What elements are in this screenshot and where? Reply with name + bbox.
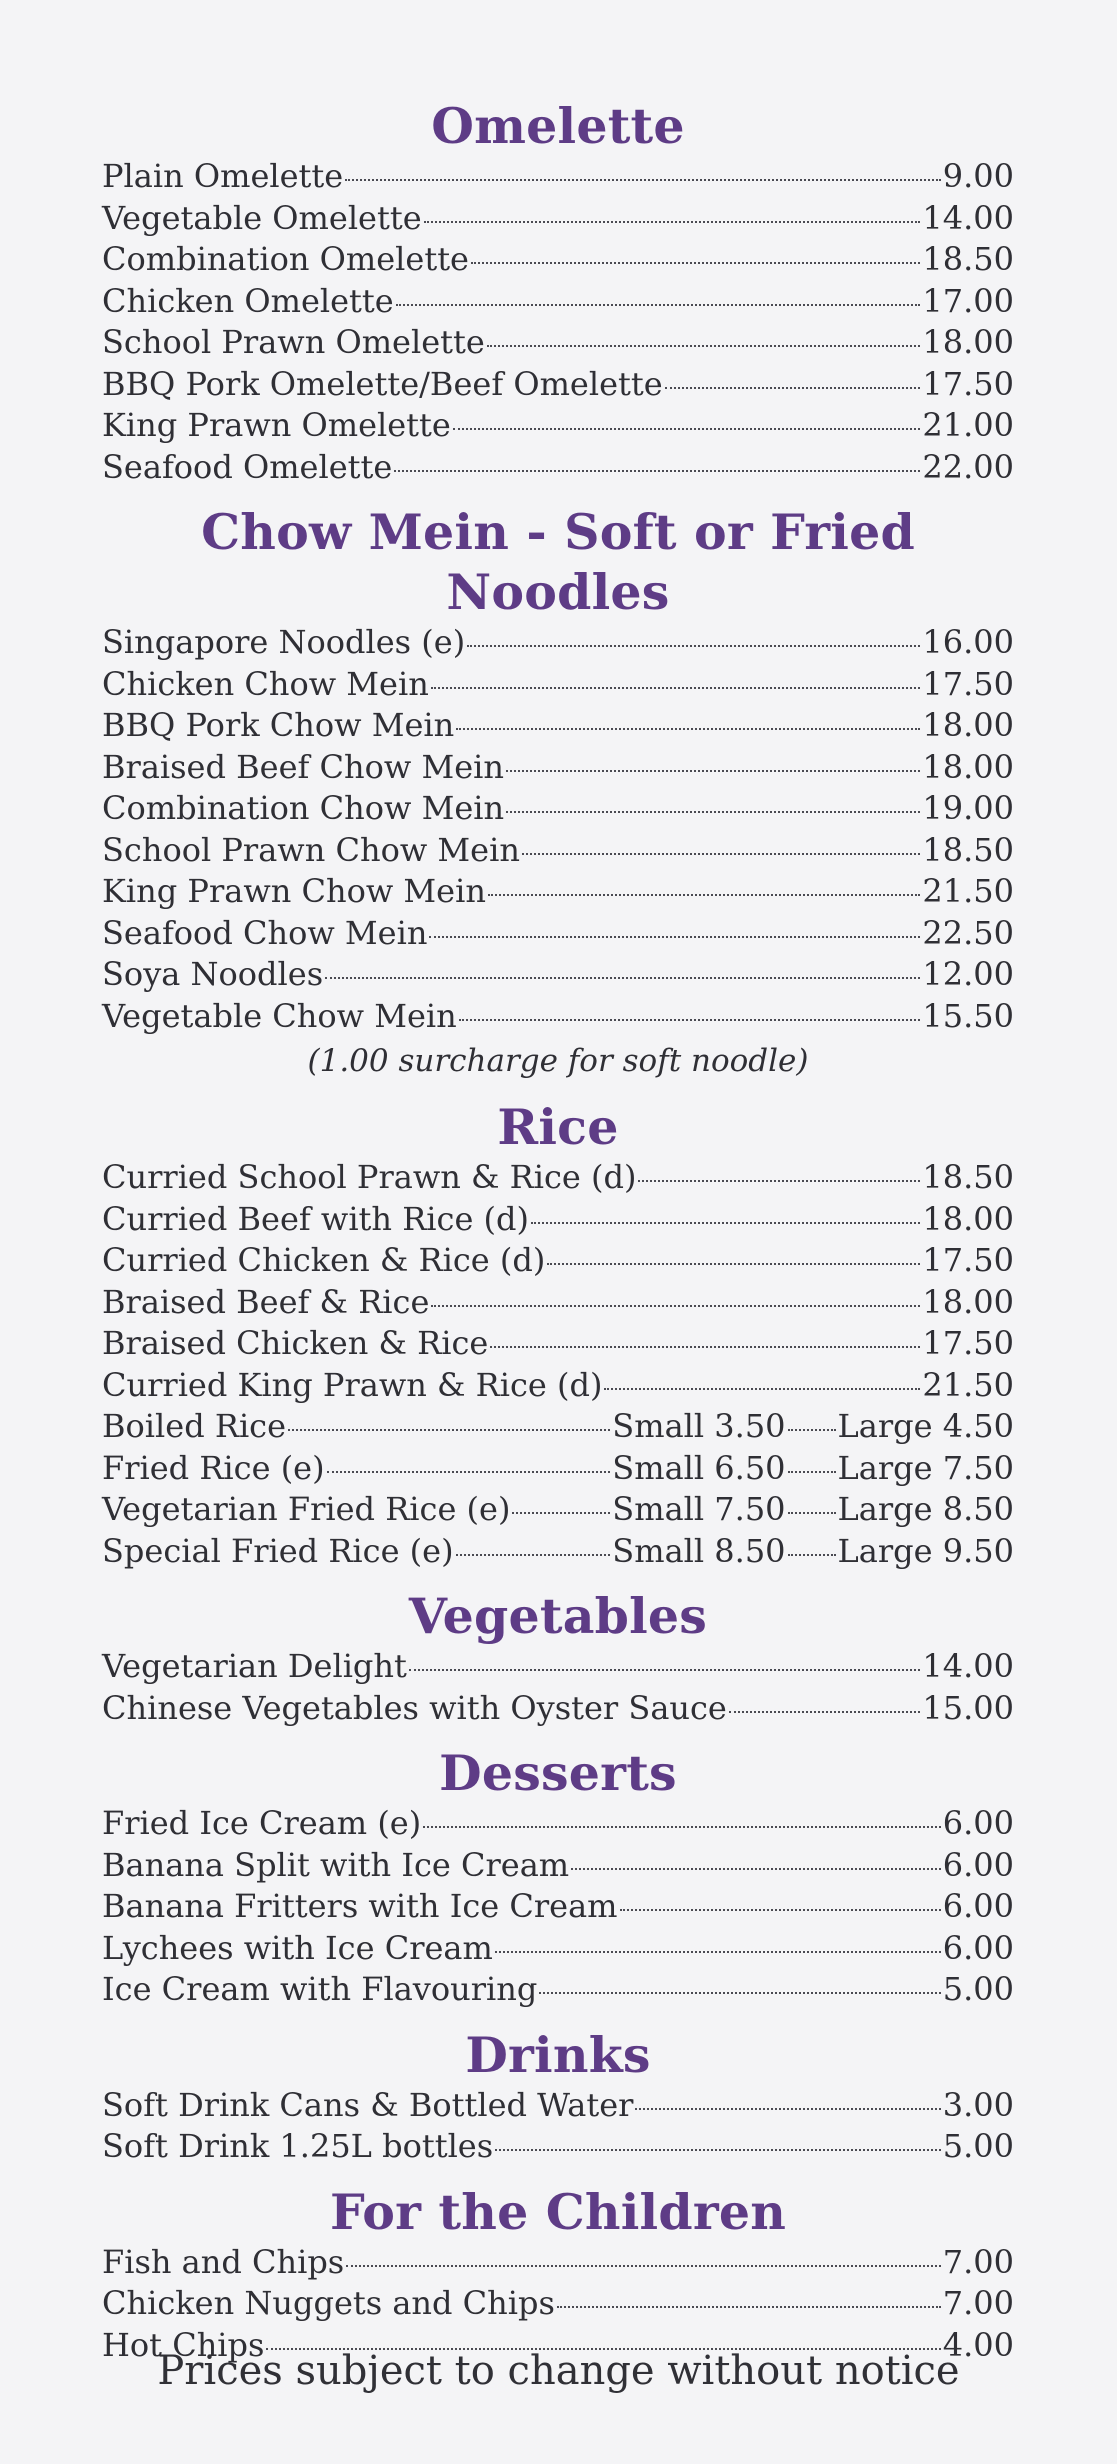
item-price: 5.00 <box>942 1970 1014 2008</box>
price-disclaimer: Prices subject to change without notice <box>157 2348 960 2394</box>
item-name: Chicken Nuggets and Chips <box>102 2284 555 2322</box>
item-price: 17.50 <box>922 364 1014 403</box>
menu-item <box>102 1199 1014 1241</box>
sized-menu-item <box>102 1489 1014 1531</box>
menu-item <box>102 364 1014 406</box>
section-title-omelette: Omelette <box>431 97 685 155</box>
small-price: Small 3.50 <box>612 1407 786 1445</box>
menu-item <box>102 954 1014 996</box>
item-name: Chicken Omelette <box>102 281 394 320</box>
section-desserts <box>102 1743 1014 2011</box>
menu-item <box>102 1845 1014 1887</box>
item-price: 14.00 <box>922 198 1014 237</box>
item-name: Vegetable Chow Mein <box>102 996 457 1035</box>
dot-leader <box>788 1512 836 1514</box>
vegetables-list <box>102 1646 1014 1729</box>
dot-leader <box>467 645 920 647</box>
item-price: 18.00 <box>922 323 1014 361</box>
item-name: Chicken Chow Mein <box>102 664 429 703</box>
item-name: Vegetarian Fried Rice (e) <box>102 1490 511 1528</box>
item-price: 15.00 <box>922 1688 1014 1727</box>
dot-leader <box>512 1512 610 1514</box>
dot-leader <box>396 304 921 306</box>
item-name: Fried Ice Cream (e) <box>102 1804 422 1842</box>
menu-item <box>102 1969 1014 2011</box>
dot-leader <box>495 2149 941 2151</box>
menu-item <box>102 1688 1014 1730</box>
large-price: Large 4.50 <box>837 1407 1014 1445</box>
dot-leader <box>638 1180 920 1182</box>
item-price: 22.00 <box>922 447 1014 486</box>
item-name: Fish and Chips <box>102 2242 345 2281</box>
item-price: 6.00 <box>942 1887 1014 1925</box>
menu-item <box>102 705 1014 747</box>
item-price: 18.50 <box>922 830 1014 869</box>
item-price: 17.50 <box>922 1324 1014 1362</box>
item-name: Combination Omelette <box>102 240 469 278</box>
item-price: 17.50 <box>922 664 1014 703</box>
dot-leader <box>456 1554 611 1556</box>
dot-leader <box>288 1429 610 1431</box>
menu-item <box>102 871 1014 913</box>
item-price: 17.50 <box>922 1241 1014 1279</box>
item-price: 6.00 <box>942 1804 1014 1842</box>
item-price: 15.50 <box>922 996 1014 1035</box>
item-name: King Prawn Chow Mein <box>102 872 486 910</box>
dot-leader <box>522 853 920 855</box>
dot-leader <box>394 470 920 472</box>
menu-item <box>102 830 1014 872</box>
item-name: King Prawn Omelette <box>102 406 451 444</box>
sized-menu-item <box>102 1448 1014 1490</box>
section-drinks <box>102 2025 1014 2168</box>
menu-item <box>102 156 1014 198</box>
item-name: Lychees with Ice Cream <box>102 1928 493 1967</box>
item-name: Ice Cream with Flavouring <box>102 1970 538 2008</box>
menu-item <box>102 1323 1014 1365</box>
dot-leader <box>495 1951 941 1953</box>
item-name: BBQ Pork Chow Mein <box>102 706 455 744</box>
section-children <box>102 2182 1014 2367</box>
rice-list <box>102 1157 1014 1572</box>
menu-item <box>102 788 1014 830</box>
menu-item <box>102 198 1014 240</box>
omelette-list <box>102 156 1014 488</box>
drinks-list <box>102 2085 1014 2168</box>
item-price: 12.00 <box>922 955 1014 993</box>
menu-item <box>102 1365 1014 1407</box>
item-name: Soft Drink Cans & Bottled Water <box>102 2085 634 2124</box>
item-name: School Prawn Omelette <box>102 323 485 361</box>
sized-menu-item <box>102 1406 1014 1448</box>
section-chow-mein <box>102 502 1014 1083</box>
item-name: Boiled Rice <box>102 1407 287 1445</box>
dot-leader <box>409 1669 921 1671</box>
item-name: Combination Chow Mein <box>102 789 505 827</box>
section-title-children: For the Children <box>329 2182 787 2241</box>
item-name: Soya Noodles <box>102 955 324 993</box>
item-name: Fried Rice (e) <box>102 1448 325 1487</box>
menu-content <box>102 96 1014 2366</box>
item-name: Seafood Chow Mein <box>102 913 428 952</box>
dot-leader <box>424 221 921 223</box>
item-name: School Prawn Chow Mein <box>102 830 520 869</box>
chow-mein-list <box>102 622 1014 1037</box>
section-vegetables <box>102 1586 1014 1729</box>
menu-item <box>102 664 1014 706</box>
item-name: BBQ Pork Omelette/Beef Omelette <box>102 364 663 403</box>
menu-item <box>102 913 1014 955</box>
item-price: 18.50 <box>922 1158 1014 1196</box>
menu-item <box>102 405 1014 447</box>
item-price: 22.50 <box>922 913 1014 952</box>
menu-item <box>102 747 1014 789</box>
dot-leader <box>531 1222 920 1224</box>
item-name: Curried School Prawn & Rice (d) <box>102 1158 637 1196</box>
dot-leader <box>788 1429 836 1431</box>
item-name: Special Fried Rice (e) <box>102 1531 454 1570</box>
item-name: Braised Beef Chow Mein <box>102 747 505 786</box>
item-price: 18.50 <box>922 240 1014 278</box>
item-name: Curried Chicken & Rice (d) <box>102 1241 546 1279</box>
section-title-vegetables: Vegetables <box>408 1587 708 1645</box>
section-title-desserts: Desserts <box>439 1744 677 1802</box>
sized-menu-item <box>102 1531 1014 1573</box>
item-price: 4.00 <box>942 2325 1014 2364</box>
dot-leader <box>604 1388 920 1390</box>
dot-leader <box>456 728 920 730</box>
dot-leader <box>547 1263 920 1265</box>
large-price: Large 9.50 <box>837 1531 1014 1570</box>
dot-leader <box>429 936 920 938</box>
dot-leader <box>506 770 920 772</box>
dot-leader <box>453 428 921 430</box>
dot-leader <box>431 687 921 689</box>
item-price: 3.00 <box>942 2085 1014 2124</box>
dot-leader <box>471 262 920 264</box>
dot-leader <box>459 1019 921 1021</box>
item-name: Chinese Vegetables with Oyster Sauce <box>102 1688 727 1727</box>
dot-leader <box>506 811 920 813</box>
section-title-drinks: Drinks <box>465 2025 651 2084</box>
menu-item <box>102 2085 1014 2127</box>
dot-leader <box>431 1305 920 1307</box>
item-price: 17.00 <box>922 281 1014 320</box>
item-name: Soft Drink 1.25L bottles <box>102 2127 494 2165</box>
menu-item <box>102 322 1014 364</box>
dot-leader <box>665 387 921 389</box>
item-name: Braised Beef & Rice <box>102 1282 430 1321</box>
dot-leader <box>620 1909 941 1911</box>
dot-leader <box>729 1711 921 1713</box>
menu-item <box>102 1282 1014 1324</box>
surcharge-note: (1.00 surcharge for soft noodle) <box>307 1043 809 1079</box>
item-price: 6.00 <box>942 1845 1014 1884</box>
item-price: 21.50 <box>922 872 1014 910</box>
item-name: Vegetarian Delight <box>102 1647 407 1685</box>
menu-item <box>102 1157 1014 1199</box>
menu-item <box>102 622 1014 664</box>
section-rice <box>102 1097 1014 1572</box>
dot-leader <box>345 179 941 181</box>
dot-leader <box>488 894 920 896</box>
item-price: 19.00 <box>922 789 1014 827</box>
dot-leader <box>571 1868 941 1870</box>
dot-leader <box>325 977 920 979</box>
item-price: 18.00 <box>922 747 1014 786</box>
item-name: Seafood Omelette <box>102 447 393 486</box>
dot-leader <box>487 345 921 347</box>
item-name: Vegetable Omelette <box>102 198 422 237</box>
section-title-chow-mein: Chow Mein - Soft or Fried Noodles <box>201 503 915 621</box>
dot-leader <box>346 2265 941 2267</box>
item-price: 21.00 <box>922 406 1014 444</box>
item-price: 18.00 <box>922 1199 1014 1238</box>
small-price: Small 8.50 <box>612 1531 786 1570</box>
dot-leader <box>423 1826 941 1828</box>
item-name: Curried King Prawn & Rice (d) <box>102 1365 603 1404</box>
item-price: 6.00 <box>942 1928 1014 1967</box>
item-price: 21.50 <box>922 1365 1014 1404</box>
item-price: 14.00 <box>922 1647 1014 1685</box>
menu-item <box>102 239 1014 281</box>
item-price: 7.00 <box>942 2242 1014 2281</box>
menu-item <box>102 1240 1014 1282</box>
item-name: Singapore Noodles (e) <box>102 623 466 661</box>
item-price: 5.00 <box>942 2127 1014 2165</box>
menu-item <box>102 1928 1014 1970</box>
small-price: Small 7.50 <box>612 1490 786 1528</box>
dot-leader <box>788 1471 836 1473</box>
large-price: Large 7.50 <box>837 1448 1014 1487</box>
section-omelette <box>102 96 1014 488</box>
menu-item <box>102 2283 1014 2325</box>
desserts-list <box>102 1803 1014 2011</box>
item-name: Curried Beef with Rice (d) <box>102 1199 529 1238</box>
item-price: 9.00 <box>942 157 1014 195</box>
menu-item <box>102 1646 1014 1688</box>
menu-item <box>102 1803 1014 1845</box>
large-price: Large 8.50 <box>837 1490 1014 1528</box>
item-price: 16.00 <box>922 623 1014 661</box>
item-name: Banana Split with Ice Cream <box>102 1845 570 1884</box>
item-price: 18.00 <box>922 1282 1014 1321</box>
dot-leader <box>557 2306 941 2308</box>
item-name: Banana Fritters with Ice Cream <box>102 1887 618 1925</box>
menu-item <box>102 447 1014 489</box>
menu-item <box>102 281 1014 323</box>
item-price: 18.00 <box>922 706 1014 744</box>
dot-leader <box>788 1554 836 1556</box>
dot-leader <box>635 2108 940 2110</box>
item-price: 7.00 <box>942 2284 1014 2322</box>
menu-item <box>102 2126 1014 2168</box>
item-name: Braised Chicken & Rice <box>102 1324 489 1362</box>
menu-item <box>102 996 1014 1038</box>
dot-leader <box>490 1346 920 1348</box>
menu-item <box>102 2242 1014 2284</box>
small-price: Small 6.50 <box>612 1448 786 1487</box>
item-name: Plain Omelette <box>102 157 344 195</box>
item-name: Hot Chips <box>102 2325 265 2364</box>
dot-leader <box>539 1992 940 1994</box>
menu-item <box>102 1886 1014 1928</box>
section-title-rice: Rice <box>497 1098 619 1156</box>
dot-leader <box>327 1471 611 1473</box>
